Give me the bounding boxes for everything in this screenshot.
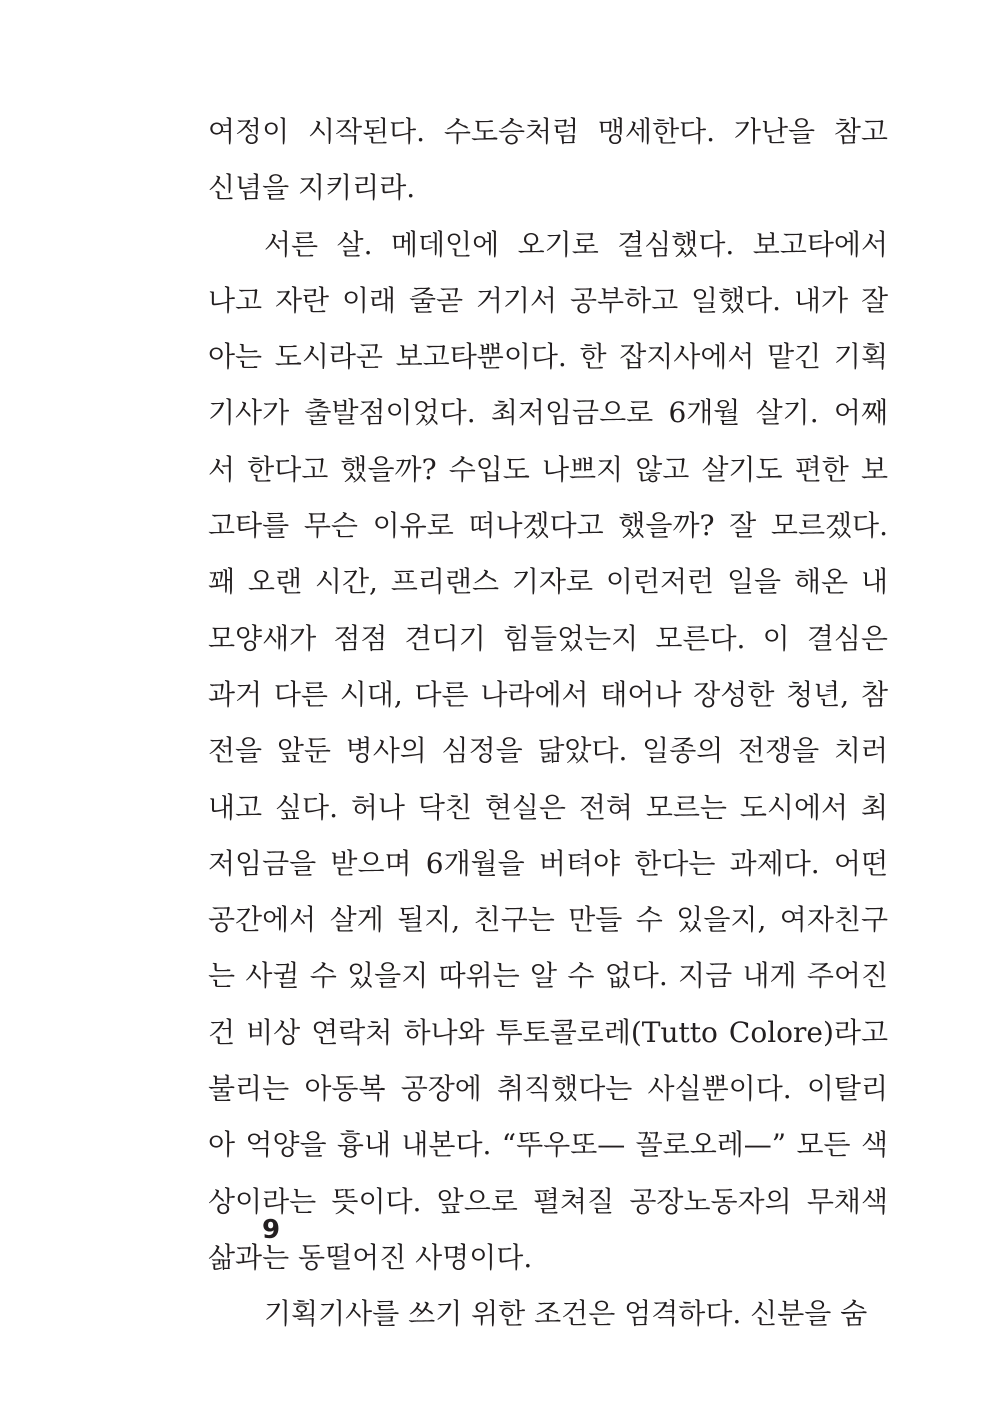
page-number: 9 xyxy=(262,1215,281,1245)
text-line: 는 사귈 수 있을지 따위는 알 수 없다. 지금 내게 주어진 xyxy=(208,959,888,993)
text-line: 꽤 오랜 시간, 프리랜스 기자로 이런저런 일을 해온 내 xyxy=(208,565,888,599)
text-line: 여정이 시작된다. 수도승처럼 맹세한다. 가난을 참고 xyxy=(208,115,888,148)
text-line: 공간에서 살게 될지, 친구는 만들 수 있을지, 여자친구 xyxy=(208,903,888,937)
body-text xyxy=(208,104,888,1343)
text-line: 불리는 아동복 공장에 취직했다는 사실뿐이다. 이탈리 xyxy=(208,1072,888,1106)
text-line: 건 비상 연락처 하나와 투토콜로레(Tutto Colore)라고 xyxy=(208,1015,888,1049)
text-line: 삶과는 동떨어진 사명이다. xyxy=(208,1240,533,1274)
text-line: 과거 다른 시대, 다른 나라에서 태어나 장성한 청년, 참 xyxy=(208,677,888,711)
text-line: 모양새가 점점 견디기 힘들었는지 모른다. 이 결심은 xyxy=(208,621,888,655)
text-line: 전을 앞둔 병사의 심정을 닮았다. 일종의 전쟁을 치러 xyxy=(208,734,888,768)
text-line: 신념을 지키리라. xyxy=(208,171,416,205)
text-line: 서른 살. 메데인에 오기로 결심했다. 보고타에서 xyxy=(264,227,888,261)
text-line: 기사가 출발점이었다. 최저임금으로 6개월 살기. 어째 xyxy=(208,396,888,430)
text-line: 상이라는 뜻이다. 앞으로 펼쳐질 공장노동자의 무채색 xyxy=(208,1184,888,1218)
text-line: 내고 싶다. 허나 닥친 현실은 전혀 모르는 도시에서 최 xyxy=(208,790,888,824)
text-line: 아 억양을 흉내 내본다. “뚜우또— 꼴로오레—” 모든 색 xyxy=(208,1128,888,1162)
text-line: 저임금을 받으며 6개월을 버텨야 한다는 과제다. 어떤 xyxy=(208,846,888,880)
text-line: 서 한다고 했을까? 수입도 나쁘지 않고 살기도 편한 보 xyxy=(208,452,888,486)
text-line: 아는 도시라곤 보고타뿐이다. 한 잡지사에서 맡긴 기획 xyxy=(208,340,888,374)
text-line: 고타를 무슨 이유로 떠나겠다고 했을까? 잘 모르겠다. xyxy=(208,509,888,543)
text-line: 기획기사를 쓰기 위한 조건은 엄격하다. 신분을 숨 xyxy=(264,1297,868,1331)
text-line: 나고 자란 이래 줄곧 거기서 공부하고 일했다. 내가 잘 xyxy=(208,283,888,317)
